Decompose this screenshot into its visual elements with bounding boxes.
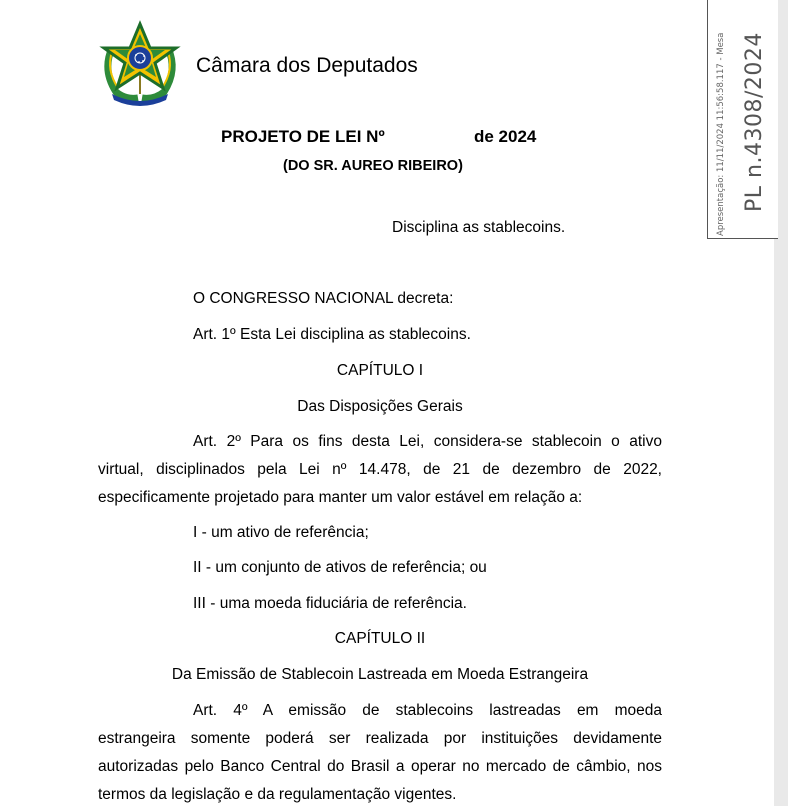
brazil-coat-of-arms-icon (98, 18, 182, 106)
article-4-line-3: autorizadas pelo Banco Central do Brasil a operar no mercado de câmbio, nos (98, 758, 662, 775)
bill-ementa: Disciplina as stablecoins. (392, 219, 566, 236)
article-2-line-1: Art. 2º Para os fins desta Lei, considera-se stablecoin o ativo (193, 433, 662, 450)
article-2-line-3: especificamente projetado para manter um valor estável em relação a: (98, 489, 583, 506)
article-2-line-2: virtual, disciplinados pela Lei nº 14.478, de 21 de dezembro de 2022, (98, 461, 662, 478)
list-item-1: I - um ativo de referência; (193, 524, 369, 541)
article-4-line-2: estrangeira somente poderá ser realizada por instituições devidamente (98, 730, 662, 747)
chamber-name: Câmara dos Deputados (196, 54, 418, 77)
bill-title: PROJETO DE LEI Nº (221, 127, 385, 146)
stamp-date: Apresentação: 11/11/2024 11:56:58.117 - Mesa (716, 32, 726, 236)
chapter-1-heading: CAPÍTULO I (336, 362, 424, 379)
stamp-bill-number: PL n.4308/2024 (742, 32, 767, 212)
chapter-2-heading: CAPÍTULO II (334, 630, 426, 647)
bill-author: (DO SR. AUREO RIBEIRO) (283, 158, 463, 174)
list-item-2: II - um conjunto de ativos de referência; ou (193, 559, 487, 576)
bill-year: de 2024 (474, 127, 537, 146)
chapter-1-title: Das Disposições Gerais (297, 398, 463, 415)
article-4-line-4: termos da legislação e da regulamentação vigentes. (98, 786, 457, 803)
article-4-line-1: Art. 4º A emissão de stablecoins lastreadas em moeda (193, 702, 662, 719)
list-item-3: III - uma moeda fiduciária de referência. (193, 595, 467, 612)
decree-text: O CONGRESSO NACIONAL decreta: (193, 290, 454, 307)
chapter-2-title: Da Emissão de Stablecoin Lastreada em Moeda Estrangeira (171, 666, 589, 683)
article-1: Art. 1º Esta Lei disciplina as stablecoins. (193, 326, 471, 343)
